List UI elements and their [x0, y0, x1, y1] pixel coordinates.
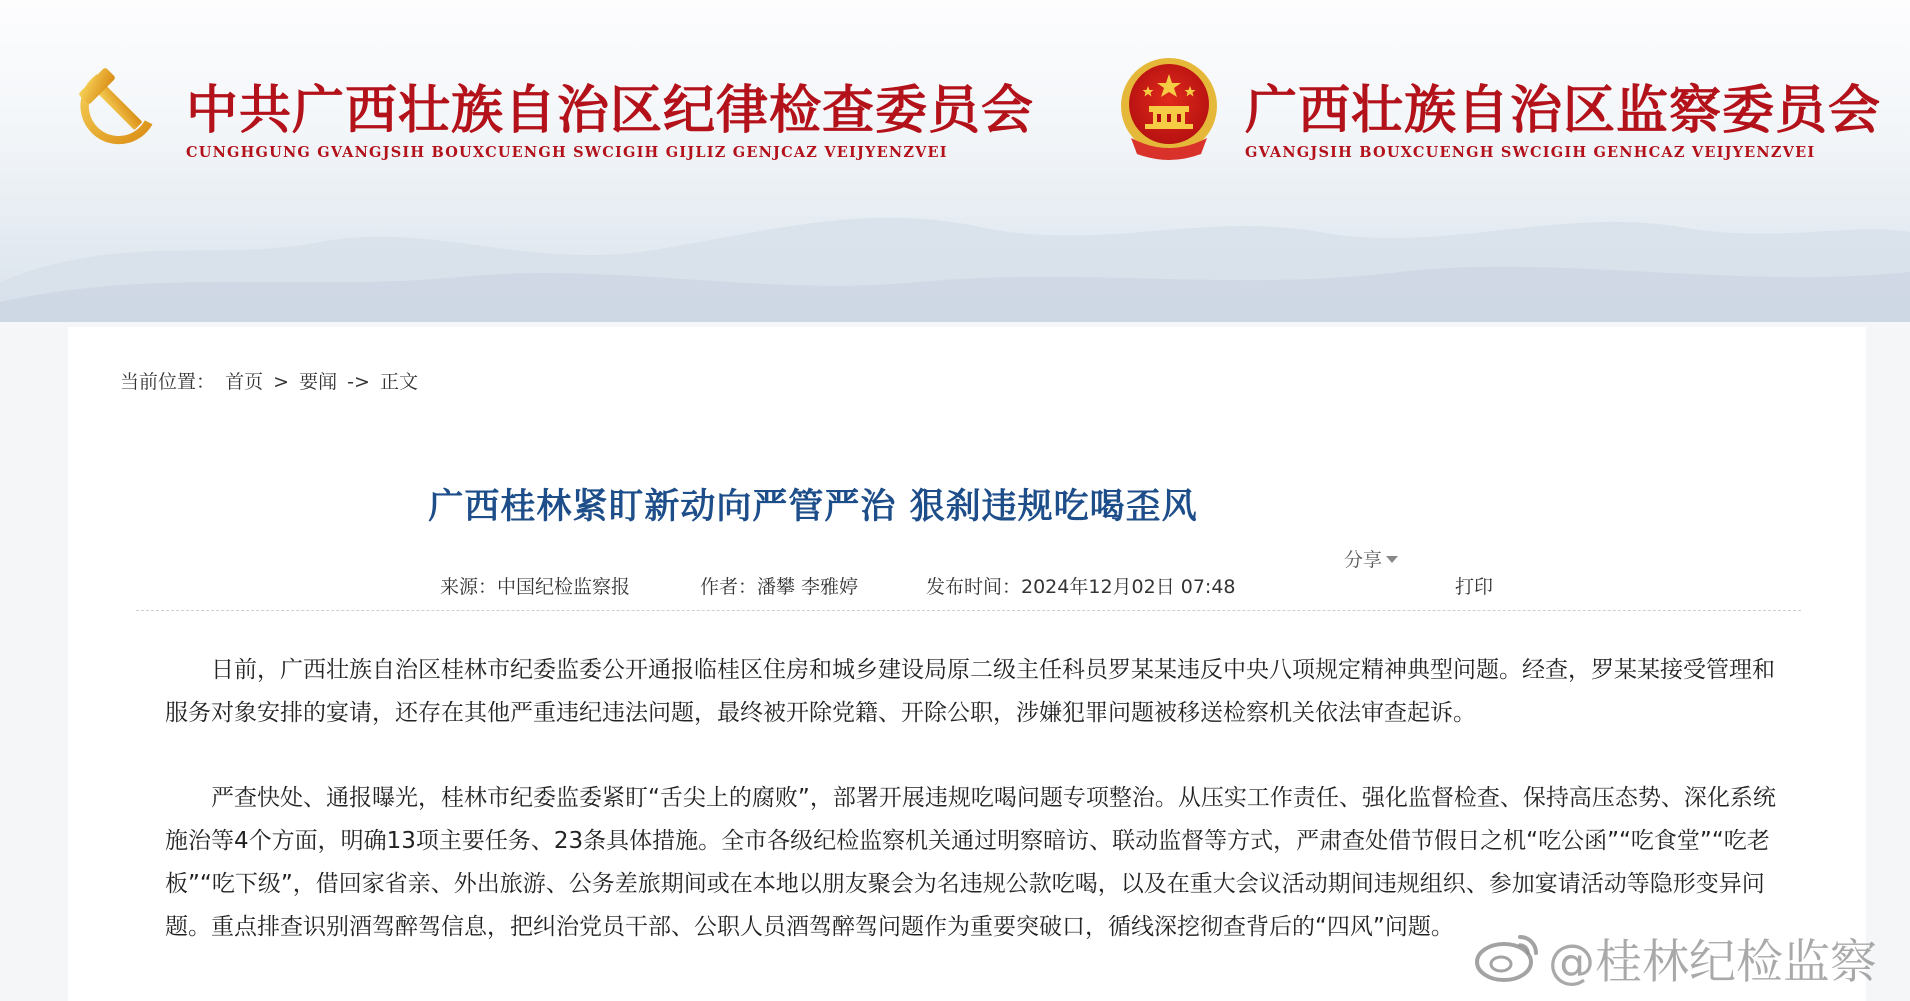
print-button[interactable]: 打印: [1455, 576, 1494, 598]
breadcrumb-current: 正文: [379, 371, 418, 393]
article-panel: [68, 327, 1866, 1001]
article-author: 作者：潘攀 李雅婷: [700, 576, 859, 598]
breadcrumb-separator: ->: [347, 371, 370, 393]
mountain-background: [0, 172, 1910, 322]
share-label: 分享: [1344, 549, 1383, 571]
share-dropdown[interactable]: [1344, 545, 1398, 572]
breadcrumb-home-link[interactable]: 首页: [225, 371, 264, 393]
site-header: [0, 0, 1910, 322]
meta-divider: [136, 610, 1801, 611]
article-paragraph: 日前，广西壮族自治区桂林市纪委监委公开通报临桂区住房和城乡建设局原二级主任科员罗某某违反中央八项规定精神典型问题。经查，罗某某接受管理和服务对象安排的宴请，还存在其他严重违纪违法问题，最终被开除党籍、开除公职，涉嫌犯罪问题被移送检察机关依法审查起诉。: [165, 657, 1775, 726]
breadcrumb-separator: >: [273, 371, 290, 393]
article-title: 广西桂林紧盯新动向严管严治 狠刹违规吃喝歪风: [428, 487, 1198, 527]
supervision-commission-name-cn: 广西壮族自治区监察委员会: [1245, 80, 1882, 141]
national-emblem-icon: [1117, 54, 1221, 162]
watermark-text: @桂林纪检监察: [1548, 935, 1877, 990]
article-paragraph: 严查快处、通报曝光，桂林市纪委监委紧盯“舌尖上的腐败”，部署开展违规吃喝问题专项整治。从压实工作责任、强化监督检查、保持高压态势、深化系统施治等4个方面，明确13项主要任务、23条具体措施。全市各级纪检监察机关通过明察暗访、联动监督等方式，严肃查处借节假日之机“吃公函”“吃食堂”“吃老板”“吃下级”，借回家省亲、外出旅游、公务差旅期间或在本地以朋友聚会为名违规公款吃喝，以及在重大会议活动期间违规组织、参加宴请活动等隐形变异问题。重点排查识别酒驾醉驾信息，把纠治党员干部、公职人员酒驾醉驾问题作为重要突破口，循线深挖彻查背后的“四风”问题。: [165, 785, 1776, 940]
chevron-down-icon: [1386, 556, 1398, 563]
weibo-logo-icon: [1474, 929, 1542, 983]
discipline-commission-name-cn: 中共广西壮族自治区纪律检查委员会: [186, 80, 1035, 141]
breadcrumb-label: 当前位置：: [120, 371, 216, 393]
article-source: 来源：中国纪检监察报: [440, 576, 631, 598]
discipline-commission-name-en: CUNGHGUNG GVANGJSIH BOUXCUENGH SWCIGIH GIJLIZ GENJCAZ VEIJYENZVEI: [186, 144, 948, 161]
article-publish-time: 发布时间：2024年12月02日 07:48: [926, 576, 1236, 598]
breadcrumb: [120, 367, 422, 394]
breadcrumb-news-link[interactable]: 要闻: [299, 371, 338, 393]
party-hammer-sickle-icon: [68, 55, 164, 155]
supervision-commission-name-en: GVANGJSIH BOUXCUENGH SWCIGIH GENHCAZ VEIJYENZVEI: [1245, 144, 1816, 161]
